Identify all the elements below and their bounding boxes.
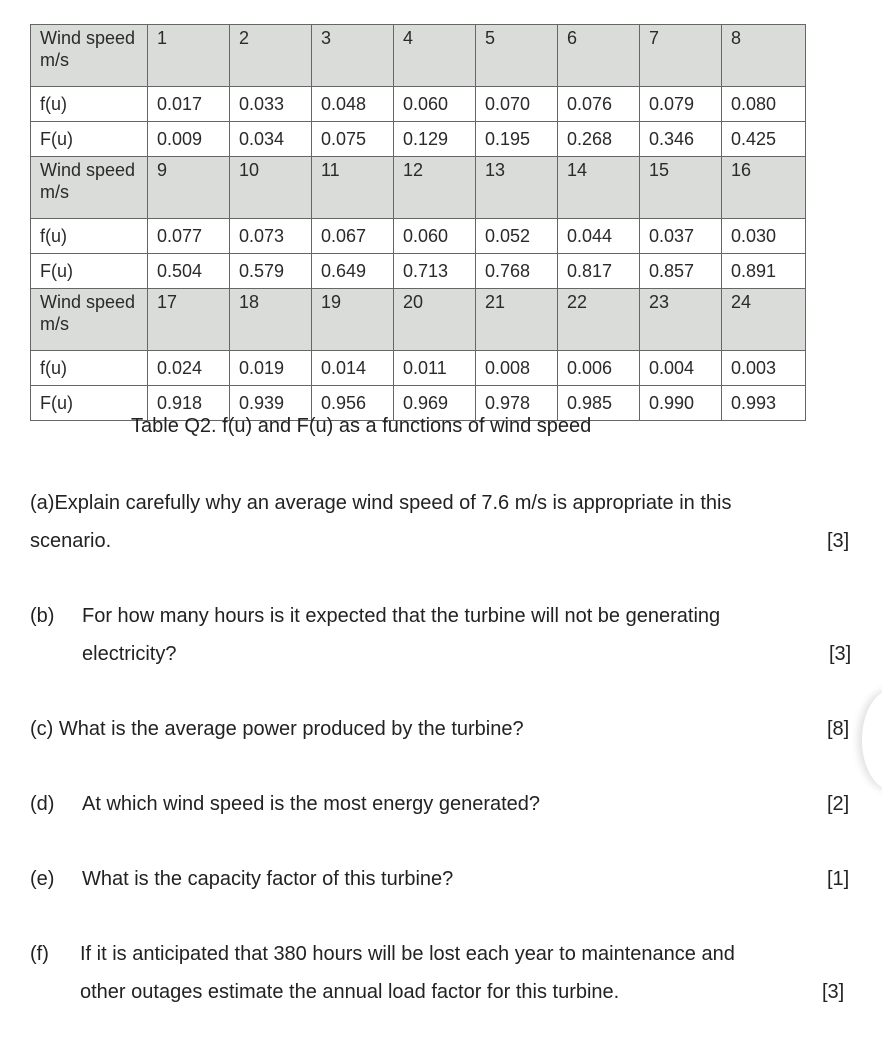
table-cell: 0.891	[722, 254, 806, 289]
table-row-f-2	[31, 219, 806, 254]
table-cell: 0.857	[640, 254, 722, 289]
row-label-F: F(u)	[31, 254, 148, 289]
question-d-marks: [2]	[827, 793, 850, 815]
table-cell: 0.978	[476, 386, 558, 421]
question-b-marks: [3]	[829, 643, 852, 665]
table-cell: 0.008	[476, 351, 558, 386]
table-cell: 12	[394, 157, 476, 219]
table-cell: 19	[312, 289, 394, 351]
table-cell: 0.939	[230, 386, 312, 421]
table-cell: 0.969	[394, 386, 476, 421]
table-cell: 14	[558, 157, 640, 219]
table-cell: 0.024	[148, 351, 230, 386]
table-cell: 0.079	[640, 87, 722, 122]
table-cell: 1	[148, 25, 230, 87]
table-cell: 6	[558, 25, 640, 87]
table-cell: 0.713	[394, 254, 476, 289]
question-f-label: (f)	[30, 943, 49, 965]
table-cell: 0.425	[722, 122, 806, 157]
table-cell: 0.037	[640, 219, 722, 254]
question-c	[30, 710, 524, 748]
table-row-f-1	[31, 87, 806, 122]
row-label-f: f(u)	[31, 87, 148, 122]
table-cell: 0.579	[230, 254, 312, 289]
table-cell: 9	[148, 157, 230, 219]
table-cell: 3	[312, 25, 394, 87]
question-b-line-2: electricity?	[82, 643, 177, 665]
row-label-speed: Wind speed m/s	[31, 25, 148, 87]
table-cell: 0.048	[312, 87, 394, 122]
table-cell: 0.060	[394, 219, 476, 254]
table-cell: 0.817	[558, 254, 640, 289]
table-cell: 0.268	[558, 122, 640, 157]
table-row-f-3	[31, 351, 806, 386]
question-a-line-1: Explain carefully why an average wind speed of 7.6 m/s is appropriate in this	[54, 492, 732, 514]
question-f	[80, 935, 735, 1011]
question-b-line-1: For how many hours is it expected that the turbine will not be generating	[82, 605, 721, 627]
table-cell: 0.014	[312, 351, 394, 386]
question-a-marks: [3]	[827, 530, 850, 552]
table-cell: 18	[230, 289, 312, 351]
table-cell: 0.129	[394, 122, 476, 157]
page-edge-shadow	[862, 690, 882, 790]
table-cell: 0.011	[394, 351, 476, 386]
table-row-speed-2	[31, 157, 806, 219]
row-label-speed: Wind speed m/s	[31, 289, 148, 351]
table-cell: 21	[476, 289, 558, 351]
table-cell: 0.768	[476, 254, 558, 289]
table-cell: 22	[558, 289, 640, 351]
table-cell: 0.649	[312, 254, 394, 289]
question-d-label: (d)	[30, 793, 55, 815]
wind-speed-table	[30, 24, 806, 421]
question-d	[82, 785, 540, 823]
question-e	[82, 860, 453, 898]
table-cell: 2	[230, 25, 312, 87]
table-cell: 0.004	[640, 351, 722, 386]
question-e-marks: [1]	[827, 868, 850, 890]
table-cell: 24	[722, 289, 806, 351]
table-cell: 0.956	[312, 386, 394, 421]
table-cell: 0.195	[476, 122, 558, 157]
table-cell: 0.019	[230, 351, 312, 386]
table-cell: 0.006	[558, 351, 640, 386]
table-cell: 0.990	[640, 386, 722, 421]
question-c-marks: [8]	[827, 718, 850, 740]
table-cell: 0.009	[148, 122, 230, 157]
table-cell: 0.077	[148, 219, 230, 254]
row-label-F: F(u)	[31, 122, 148, 157]
table-cell: 0.993	[722, 386, 806, 421]
table-row-speed-3	[31, 289, 806, 351]
table-cell: 0.052	[476, 219, 558, 254]
table-cell: 0.067	[312, 219, 394, 254]
question-a-label: (a)	[30, 492, 55, 514]
table-cell: 15	[640, 157, 722, 219]
table-cell: 0.073	[230, 219, 312, 254]
question-b	[82, 597, 720, 673]
table-cell: 16	[722, 157, 806, 219]
question-c-line-1: What is the average power produced by the turbine?	[58, 718, 524, 740]
table-cell: 23	[640, 289, 722, 351]
row-label-f: f(u)	[31, 351, 148, 386]
question-c-label: (c)	[30, 718, 54, 740]
table-cell: 4	[394, 25, 476, 87]
table-row-F-2	[31, 254, 806, 289]
row-label-F: F(u)	[31, 386, 148, 421]
row-label-speed: Wind speed m/s	[31, 157, 148, 219]
table-caption: Table Q2. f(u) and F(u) as a functions of wind speed	[131, 415, 592, 437]
table-cell: 0.003	[722, 351, 806, 386]
table-cell: 11	[312, 157, 394, 219]
table-cell: 0.346	[640, 122, 722, 157]
table-cell: 0.076	[558, 87, 640, 122]
table-row-F-1	[31, 122, 806, 157]
question-d-line-1: At which wind speed is the most energy generated?	[82, 793, 541, 815]
question-a-line-2: scenario.	[30, 530, 112, 552]
question-e-line-1: What is the capacity factor of this turbine?	[82, 868, 454, 890]
question-f-marks: [3]	[822, 981, 845, 1003]
table-cell: 20	[394, 289, 476, 351]
table-cell: 0.080	[722, 87, 806, 122]
table-cell: 0.504	[148, 254, 230, 289]
table-cell: 0.075	[312, 122, 394, 157]
table-cell: 0.985	[558, 386, 640, 421]
question-f-line-1: If it is anticipated that 380 hours will be lost each year to maintenance and	[80, 943, 735, 965]
table-cell: 10	[230, 157, 312, 219]
question-b-label: (b)	[30, 605, 55, 627]
table-cell: 0.070	[476, 87, 558, 122]
table-cell: 0.033	[230, 87, 312, 122]
question-f-line-2: other outages estimate the annual load factor for this turbine.	[80, 981, 620, 1003]
row-label-f: f(u)	[31, 219, 148, 254]
table-cell: 13	[476, 157, 558, 219]
table-cell: 0.030	[722, 219, 806, 254]
table-cell: 0.044	[558, 219, 640, 254]
table-cell: 7	[640, 25, 722, 87]
table-cell: 0.017	[148, 87, 230, 122]
table-cell: 17	[148, 289, 230, 351]
table-cell: 8	[722, 25, 806, 87]
question-e-label: (e)	[30, 868, 55, 890]
table-row-speed-1	[31, 25, 806, 87]
table-cell: 0.918	[148, 386, 230, 421]
table-cell: 0.034	[230, 122, 312, 157]
table-cell: 0.060	[394, 87, 476, 122]
question-a	[30, 484, 731, 560]
table-cell: 5	[476, 25, 558, 87]
